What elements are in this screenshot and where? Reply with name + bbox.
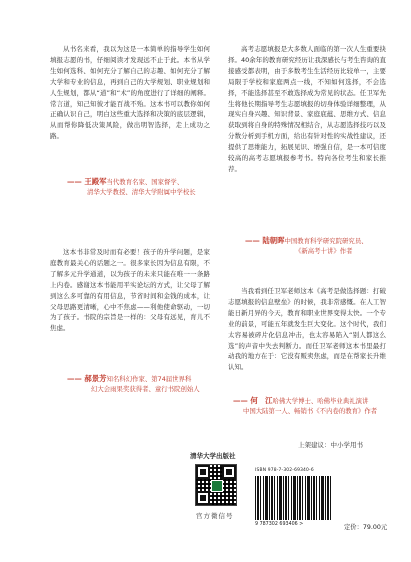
signature-title-2: 幻大会雨果奖获得者、童行书院创始人 — [91, 384, 200, 393]
right-review-1 — [228, 44, 386, 175]
isbn-text: ISBN 978-7-302-69340-6 — [255, 468, 314, 473]
wechat-qr-code — [195, 464, 237, 506]
signature-title-2: 《新高考十讲》作者 — [295, 246, 353, 255]
review-paragraph: 这本书非常及时而有必要！孩子的升学问题，是家庭教育最关心的话题之一。很多家长因为信息有限，不了解多元升学通道，以为孩子的未来只能在唯一一条路上内卷。感谢这本书能用平实论坛的方式，让父母了解到这么多可靠的有用信息，节省时间和金钱的成本，让父母思路更清晰，心中不焦虑——利他使命驱动，一切为了孩子。书院的宗旨是一样的：父母有远见，育儿不焦虑。 — [50, 248, 210, 333]
left-signature-2 — [67, 374, 200, 394]
right-review-2 — [228, 286, 386, 373]
wechat-caption: 官方微信号 — [196, 512, 234, 520]
signature-title-2: 中国大陆第一人、畅销书《不内卷的教育》作者 — [243, 406, 378, 415]
shelf-category: 上架建议：中小学用书 — [298, 441, 363, 449]
review-paragraph: 当我看到任卫军老师这本《高考是做选择题：打破志愿填报的信息壁垒》的时候，我非常感慨。在人工智能日新月异的今天，教育和职业世界变得太快。一个专业的前景，可能五年就发生巨大变化。这个时代，我们太容易被碎片化信息冲击，也太容易陷入“别人都这么选”的声音中失去判断力。而任卫军老师这本书里最打动我的地方在于：它没有贩卖焦虑，而是在帮家长升维认知。 — [228, 287, 386, 372]
review-paragraph: 高考志愿填报是大多数人面临的第一次人生重要抉择。40余年的教育研究经历让我深感长与考生咨询的直接感受都表明，由于多数考生生活经历比较单一，主要局限于学校和家庭两点一线，不知如何选择，不会选择，不能选择甚至不敢选择成为常见的状态。任卫军先生将他长期指导考生志愿填报的切身体验详细整理，从现实自身兴趣、知识背景、家庭底蕴、思维方式、信息获取到将自身的特殊情况相结合，从志愿选择技巧以及分数分析到手机方面，给出有针对性的实战性建议，还提供了思维能力，拓展见识、增强自信，是一本可信度较高的高考志愿填报参考书。特向各位考生和家长推荐。 — [228, 45, 386, 173]
left-review-2 — [50, 247, 210, 334]
signature-title-2: 清华大学教授、清华大学附属中学校长 — [87, 187, 196, 196]
signature-title-1: 当代教育名家、国家督学、 — [106, 178, 184, 186]
signature-title-1: 知名科幻作家、第74届世界科 — [106, 375, 192, 383]
review-paragraph: 从书名来看，我以为这是一本简单的指导学生如何填报志愿的书，仔细阅读才发现远不止于此。本书从学生如何选科、如何充分了解自己的志趣、如何充分了解大学和专业的信息，再到自己的大学规划、职业规划和人生规划，都从“道”和“术”的角度进行了详细的阐释。常言道，知己知彼才能百战不殆。这本书可以教你如何正确认识自己，明白这些重大选择和决策的底层逻辑，从而帮你降低决策风险，做出明智选择，走上成功之路。 — [50, 45, 210, 141]
wechat-logo-icon — [211, 480, 223, 492]
signature-title-1: 中国教育科学研究院研究员、 — [284, 237, 368, 245]
right-signature-2 — [233, 396, 377, 416]
left-signature-1 — [67, 177, 196, 197]
isbn-barcode — [255, 476, 331, 520]
barcode-digits: 9 787302 693406 > — [255, 522, 304, 527]
book-price: 定价：79.00元 — [344, 524, 388, 531]
signature-name: —— 王殿军 — [67, 177, 107, 186]
signature-name: —— 何 江 — [233, 396, 273, 405]
publisher-name: 清华大学出版社 — [190, 452, 236, 460]
signature-title-1: 哈佛大学博士、哈佛毕业典礼演讲 — [272, 397, 369, 405]
signature-name: —— 陆朝晖 — [245, 236, 285, 245]
left-review-1 — [50, 44, 210, 142]
right-signature-1 — [245, 236, 368, 256]
signature-name: —— 郝景芳 — [67, 374, 107, 383]
